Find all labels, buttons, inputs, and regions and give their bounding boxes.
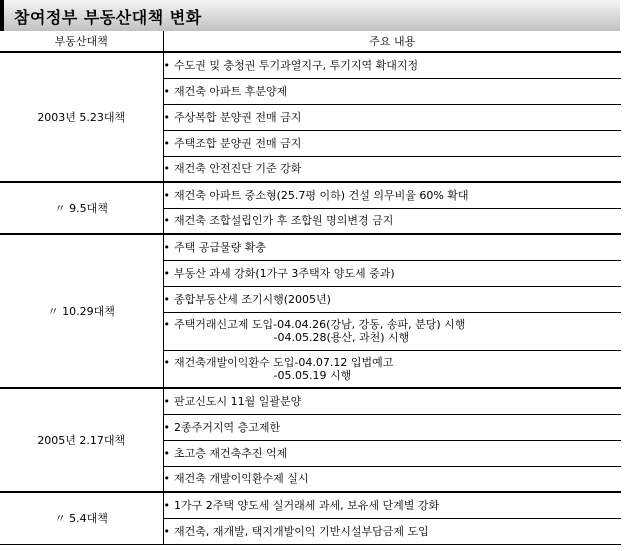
policy-item-continuation: -05.05.19 시행 — [273, 368, 352, 382]
policy-item — [163, 414, 621, 440]
bullet-icon: • — [163, 188, 170, 202]
bullet-icon: • — [163, 162, 170, 176]
policy-item — [163, 130, 621, 156]
table-header-row — [0, 31, 621, 52]
bullet-icon: • — [163, 266, 170, 280]
policy-item-text: 재건축 개발이익환수제 실시 — [174, 472, 309, 486]
bullet-icon: • — [163, 84, 170, 98]
bullet-icon: • — [163, 318, 170, 331]
policy-item — [163, 52, 621, 78]
policy-table — [0, 31, 621, 545]
policy-item — [163, 156, 621, 182]
policy-item — [163, 286, 621, 312]
policy-item — [163, 388, 621, 414]
table-row — [0, 182, 621, 208]
policy-period-cell: 2003년 5.23대책 — [0, 52, 163, 182]
policy-item-text: 주택거래신고제 도입-04.04.26(강남, 강동, 송파, 분당) 시행 — [174, 318, 466, 331]
policy-item-text: 재건축 안전진단 기준 강화 — [174, 162, 302, 176]
policy-item-text: 초고층 재건축추진 억제 — [174, 446, 288, 460]
bullet-icon: • — [163, 420, 170, 434]
policy-item-text: 주택 공급물량 확충 — [174, 240, 267, 254]
bullet-icon: • — [163, 214, 170, 228]
policy-item — [163, 234, 621, 260]
policy-item-text: 재건축 아파트 후분양제 — [174, 84, 288, 98]
policy-period-cell: 〃 5.4대책 — [0, 492, 163, 544]
bullet-icon: • — [163, 292, 170, 306]
bullet-icon: • — [163, 355, 170, 369]
policy-item — [163, 208, 621, 234]
policy-item-text: 종합부동산세 조기시행(2005년) — [174, 292, 331, 306]
policy-item-text: 재건축, 재개발, 택지개발이익 기반시설부담금제 도입 — [174, 524, 429, 538]
policy-item-text: 수도권 및 충청권 투기과열지구, 투기지역 확대지정 — [174, 58, 419, 72]
policy-period-cell: 2005년 2.17대책 — [0, 388, 163, 492]
policy-item-text: 재건축개발이익환수 도입-04.07.12 입법예고 — [174, 355, 394, 369]
policy-item — [163, 312, 621, 350]
bullet-icon: • — [163, 394, 170, 408]
policy-item-text: 1가구 2주택 양도세 실거래세 과세, 보유세 단계별 강화 — [174, 498, 440, 512]
policy-item — [163, 104, 621, 130]
bullet-icon: • — [163, 446, 170, 460]
policy-item — [163, 78, 621, 104]
policy-item-continuation: -04.05.28(용산, 과천) 시행 — [273, 331, 410, 344]
policy-item-text: 판교신도시 11월 일괄분양 — [174, 394, 302, 408]
policy-item — [163, 260, 621, 286]
policy-item — [163, 466, 621, 492]
policy-period-cell: 〃 9.5대책 — [0, 182, 163, 234]
table-row — [0, 234, 621, 260]
bullet-icon: • — [163, 136, 170, 150]
policy-item — [163, 350, 621, 388]
table-row — [0, 52, 621, 78]
page-title: 참여정부 부동산대책 변화 — [14, 8, 202, 27]
policy-item-text: 재건축 조합설립인가 후 조합원 명의변경 금지 — [174, 214, 394, 228]
bullet-icon: • — [163, 240, 170, 254]
bullet-icon: • — [163, 472, 170, 486]
policy-item — [163, 492, 621, 518]
policy-period-cell: 〃 10.29대책 — [0, 234, 163, 388]
bullet-icon: • — [163, 110, 170, 124]
policy-item-text: 2종주거지역 층고제한 — [174, 420, 281, 434]
policy-item — [163, 182, 621, 208]
policy-item-text: 재건축 아파트 중소형(25.7평 이하) 건설 의무비율 60% 확대 — [174, 188, 469, 202]
column-header-content: 주요 내용 — [163, 31, 621, 52]
policy-item-text: 주택조합 분양권 전매 금지 — [174, 136, 302, 150]
policy-item — [163, 518, 621, 544]
bullet-icon: • — [163, 524, 170, 538]
table-row — [0, 492, 621, 518]
bullet-icon: • — [163, 58, 170, 72]
policy-item-text: 부동산 과세 강화(1가구 3주택자 양도세 중과) — [174, 266, 395, 280]
bullet-icon: • — [163, 498, 170, 512]
column-header-policy: 부동산대책 — [0, 31, 163, 52]
title-bar — [0, 0, 620, 31]
table-row — [0, 388, 621, 414]
policy-item-text: 주상복합 분양권 전매 금지 — [174, 110, 302, 124]
policy-item — [163, 440, 621, 466]
